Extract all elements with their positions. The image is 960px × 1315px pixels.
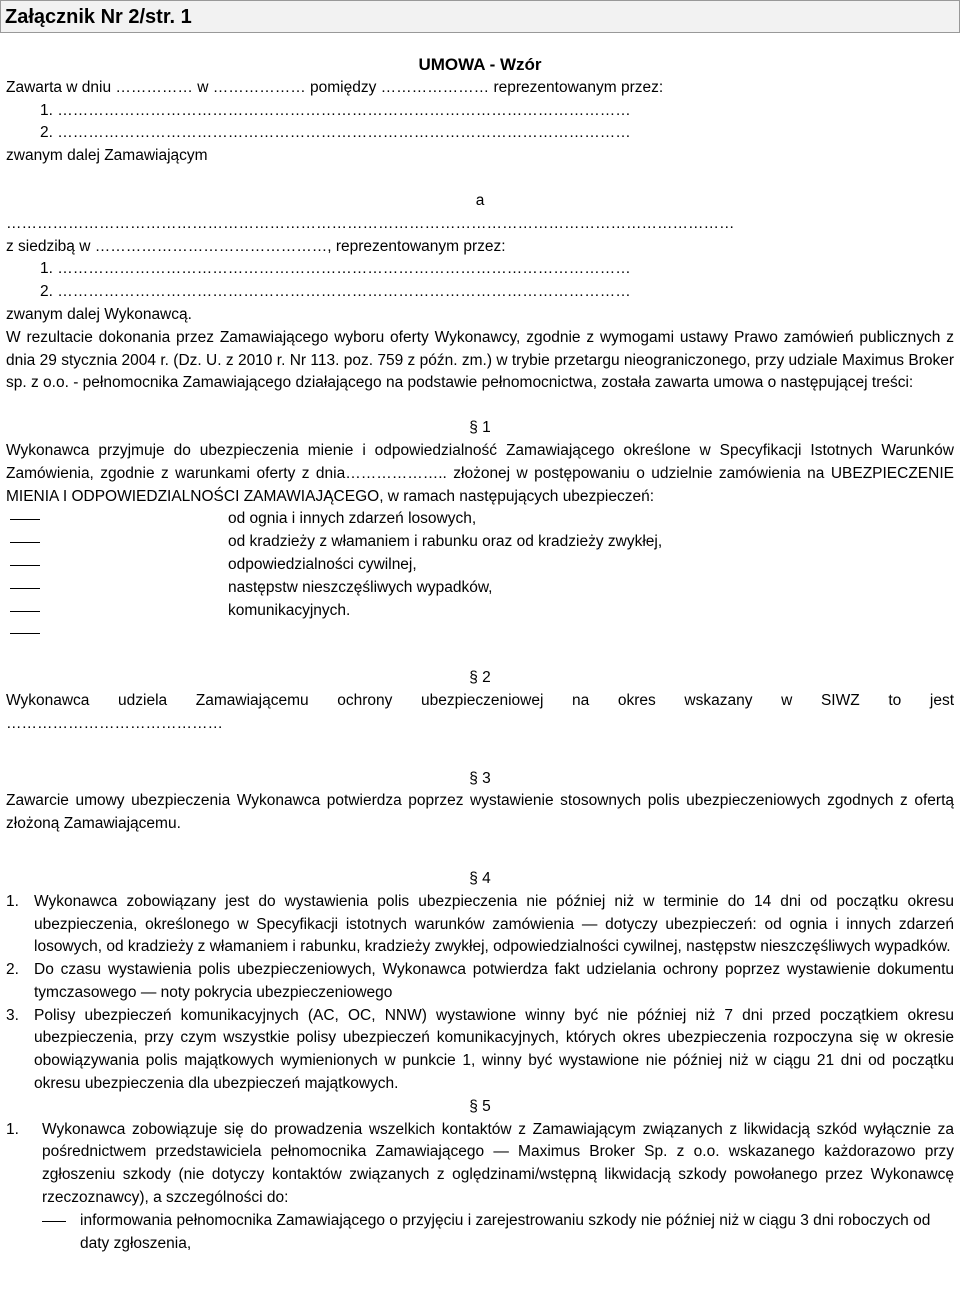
list-item: od ognia i innych zdarzeń losowych, xyxy=(6,508,954,531)
section-2-dots: …………………………………… xyxy=(6,714,223,732)
contractor-label: zwanym dalej Wykonawcą. xyxy=(6,305,192,323)
representative-1: 1. ………………………………………………………………………………………………… xyxy=(40,101,631,119)
list-item-empty xyxy=(6,622,954,645)
section-2-mark: § 2 xyxy=(469,669,491,687)
page-header xyxy=(0,0,960,33)
intro-line: Zawarta w dniu …………… w ……………… pomiędzy ………………… reprezentowanym przez: xyxy=(6,78,664,96)
section-4-item-2: 2. Do czasu wystawienia polis ubezpieczeniowych, Wykonawca potwierdza fakt udzielania ochrony poprzez wystawienie dokumentu tymczasowego — noty pokrycia ubezpieczeniowego xyxy=(6,961,954,1001)
section-4-item-1: 1. Wykonawca zobowiązany jest do wystawienia polis ubezpieczenia nie później niż w terminie do 14 dni od początku okresu ubezpieczenia, określonego w Specyfikacji istotnych warunków zamówienia — dotyczy ubezpieczeń: od ognia i innych zdarzeń losowych, od kradzieży z włamaniem i rabunku, kradzieży zwykłej, odpowiedzialności cywilnej, następstw nieszczęśliwych wypadków. xyxy=(6,892,954,956)
contractor-representative-1: 1. ………………………………………………………………………………………………… xyxy=(40,260,631,278)
conjunction-a: a xyxy=(475,191,485,209)
section-5-item-1: 1. Wykonawca zobowiązuje się do prowadzenia wszelkich kontaktów z Zamawiającym związanych z likwidacją szkód wyłącznie za pośrednictwem przedstawiciela pełnomocnika Zamawiającego — Maximus Broker Sp. z o.o. wskazanego każdorazowo przy zgłoszeniu szkody (nie dotyczy kontaktów związanych z oględzinami/wstępną likwidacją szkody powołanego przez Wykonawcę rzeczoznawcy), a szczególności do: xyxy=(6,1120,954,1207)
section-4-mark: § 4 xyxy=(469,869,491,887)
dash-bullet xyxy=(10,565,40,566)
contractor-name-dots: …………………………………………………………………………………………………………………………… xyxy=(6,214,735,232)
dash-bullet xyxy=(10,519,40,520)
contractor-seat-line: z siedzibą w ………………………………………, reprezentowanym przez: xyxy=(6,237,506,255)
header-text: Załącznik Nr 2/str. 1 xyxy=(5,6,192,28)
document-title: UMOWA - Wzór xyxy=(418,55,542,74)
section-4-item-3: 3. Polisy ubezpieczeń komunikacyjnych (AC, OC, NNW) wystawione winny być nie później niż 7 dni przed początkiem okresu ubezpieczenia, przy czym wszystkie polisy ubezpieczeń komunikacyjnych, których okres ubezpieczenia rozpoczyna się w okresie obowiązywania polis majątkowych wymienionych w punkcie 1, winny być wystawione nie później niż w ciągu 21 dni od początku okresu ubezpieczenia dla ubezpieczeń majątkowych. xyxy=(6,1006,954,1093)
list-item: komunikacyjnych. xyxy=(6,600,954,623)
section-5-subitem-1: informowania pełnomocnika Zamawiającego o przyjęciu i zarejestrowaniu szkody nie później niż w ciągu 3 dni roboczych od daty zgłoszenia, xyxy=(6,1210,954,1256)
dash-bullet xyxy=(10,611,40,612)
ordering-party-label: zwanym dalej Zamawiającym xyxy=(6,147,208,165)
insurance-list xyxy=(6,508,954,645)
list-item: od kradzieży z włamaniem i rabunku oraz od kradzieży zwykłej, xyxy=(6,531,954,554)
dash-bullet xyxy=(42,1221,66,1222)
section-5-mark: § 5 xyxy=(469,1097,491,1115)
section-1-text: Wykonawca przyjmuje do ubezpieczenia mienie i odpowiedzialność Zamawiającego określone w Specyfikacji Istotnych Warunków Zamówienia, zgodnie z warunkami oferty z dnia……………….. złożonej w postępowaniu o udzielnie zamówienia na UBEZPIECZENIE MIENIA I ODPOWIEDZIALNOŚCI ZAMAWIAJĄCEGO, w ramach następujących ubezpieczeń: xyxy=(6,441,954,505)
section-1-mark: § 1 xyxy=(469,419,491,437)
intro-paragraph: W rezultacie dokonania przez Zamawiającego wyboru oferty Wykonawcy, zgodnie z wymogami ustawy Prawo zamówień publicznych z dnia 29 stycznia 2004 r. (Dz. U. z 2010 r. Nr 113. poz. 759 z późn. zm.) w trybie przetargu nieograniczonego, przy udziale Maximus Broker sp. z o.o. - pełnomocnika Zamawiającego działającego na podstawie pełnomocnictwa, została zawarta umowa o następującej treści: xyxy=(6,328,954,392)
representative-2: 2. ………………………………………………………………………………………………… xyxy=(40,124,631,142)
dash-bullet xyxy=(10,588,40,589)
dash-bullet xyxy=(10,633,40,634)
section-3-mark: § 3 xyxy=(469,769,491,787)
section-2-text: Wykonawca udziela Zamawiającemu ochrony ubezpieczeniowej na okres wskazany w SIWZ to jest xyxy=(6,691,954,709)
list-item: odpowiedzialności cywilnej, xyxy=(6,554,954,577)
section-3-text: Zawarcie umowy ubezpieczenia Wykonawca potwierdza poprzez wystawienie stosownych polis ubezpieczeniowych zgodnych z ofertą złożoną Zamawiającemu. xyxy=(6,792,954,833)
document-body xyxy=(6,54,954,1255)
dash-bullet xyxy=(10,542,40,543)
list-item: następstw nieszczęśliwych wypadków, xyxy=(6,577,954,600)
contractor-representative-2: 2. ………………………………………………………………………………………………… xyxy=(40,283,631,301)
